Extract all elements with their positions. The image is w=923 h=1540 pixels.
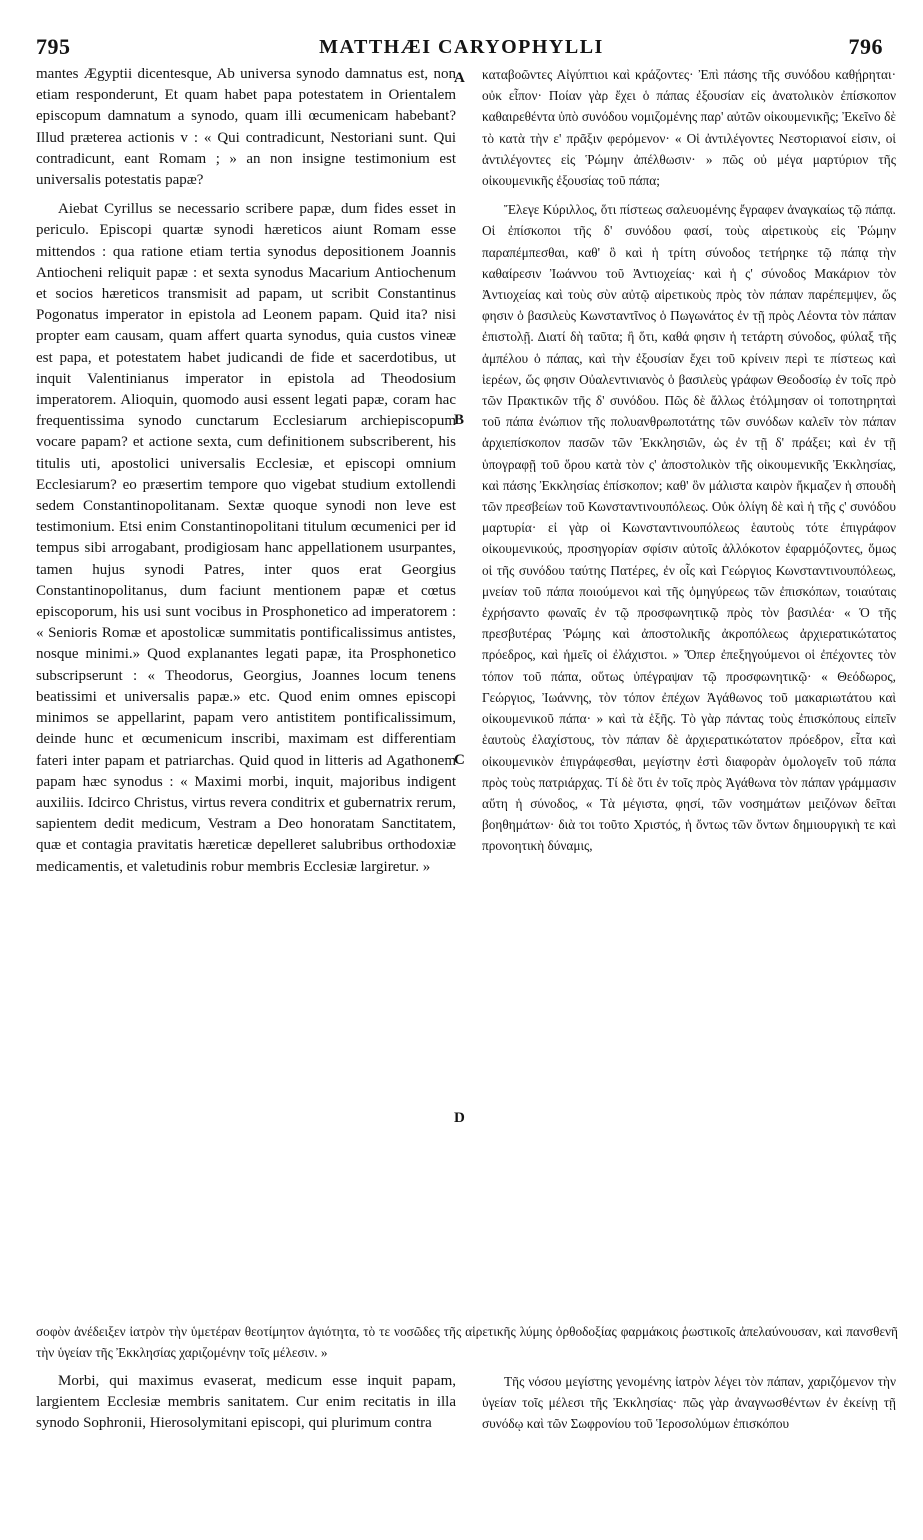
greek-paragraph-3: Τῆς νόσου μεγίστης γενομένης ἰατρὸν λέγει τὸν πάπαν, χαριζόμενον τὴν ὑγείαν τοῖς μέλεσι τῆς Ἐκκλησίας· πῶς γὰρ ἀναγνωσθέντων ἐν ἐκείνῃ τῇ συνόδῳ καὶ τῶν Σωφρονίου τοῦ Ἱεροσολύμων ἐπισκόπου <box>482 1374 896 1432</box>
latin-paragraph-2: Aiebat Cyrillus se necessario scribere papæ, dum fides esset in periculo. Episcopi quartæ synodi hæreticos aiunt Romam esse mittendos : qua ratione etiam tertia synodus depositionem Joannis Antiocheni reliquit papæ : et sexta synodus Macarium Antiochenum et socios hæreticos transmisit ad papam, ut scribit Constantinus Pogonatus imperator in epistola ad Leonem papam. Quid ita? nisi propter eam causam, quam affert quarta synodus, quia custos vineæ est papa, et potestatem habet judicandi de fide et sacerdotibus, ut inquit Valentinianus imperator in epistola ad Theodosium imperatorem. Alioquin, quomodo ausi essent legati papæ, coram hac frequentissima synodo cunctarum Ecclesiarum archiepiscopum vocare papam? et actione sexta, cum definitionem subscriberent, his titulis uti, apostolici universalis Ecclesiæ, et episcopi omnium Ecclesiarum? eo præsertim tempore quo vigebat studium extollendi sedem Constantinopolitanam. Sextæ quoque synodi non leve est testimonium. Etsi enim Constantinopolitani titulum œcumenici per id tempus sibi arrogabant, prodigiosam hanc appellationem usurpantes, tamen hujus synodi Patres, inter quos erat Georgius Constantinopolitanus, dum faciunt mentionem papæ et cœtus episcoporum, his usi sunt vocibus in Prosphonetico ad imperatorem : « Senioris Romæ et apostolicæ summitatis pontificalissimus antistes, nosque minimi.» Quod explanantes legati papæ, ita Prosphonetico subscripserunt : « Theodorus, Georgius, Joannes locum tenens beatissimi et universalis papæ.» etc. Quod enim omnes episcopi minimos se appellarint, papam vero antistitem pontificalissimum, deinde hunc et œcumenicum inscribi, maximam est differentiam fateri inter papam et patriarchas. Quid quod in litteris ad Agathonem papam hæc synodus : « Maximi morbi, inquit, majoribus indigent auxiliis. Idcirco Christus, virtus revera conditrix et gubernatrix rerum, sapientem dedit medicum, Vestram a Deo honoratam Sanctitatem, quæ et contagia pravitatis hæreticæ depelleret salubribus orthodoxiæ medicamentis, et valetudinis robur membris Ecclesiæ largiretur. » <box>36 201 456 875</box>
page-number-right: 796 <box>848 34 883 59</box>
greek-full-width-line: σοφὸν ἀνέδειξεν ἰατρὸν τὴν ὑμετέραν θεοτίμητον ἁγιότητα, τὸ τε νοσῶδες τῆς αἱρετικῆς λύμης ὀρθοδοξίας φαρμάκοις ῥωστικοῖς ἀπελαύνουσαν, καὶ πανσθενῆ τὴν ὑγείαν τῆς Ἐκκλησίας χαριζομένην τοῖς μέλεσιν. » <box>36 1324 898 1361</box>
latin-paragraph-1: mantes Ægyptii dicentesque, Ab universa synodo damnatus est, non etiam responderunt, Et quam habet papa potestatem in Orientalem episcopum damnatum a synodo, quam illi œcumenicam habebant? Illud præterea actionis v : « Qui contradicunt, Nestoriani sunt. Qui contradicunt, eant Romam ; » an non insigne testimonium est universalis potestatis papæ? <box>36 66 456 189</box>
greek-paragraph-1: καταβοῶντες Αἰγύπτιοι καὶ κράζοντες· Ἐπὶ πάσης τῆς συνόδου καθῄρηται· οὐκ εἶπον· Ποίαν γὰρ ἔχει ὁ πάπας ἐξουσίαν εἰς ἀνατολικὸν ἐπίσκοπον καθαιρεθέντα ὑπὸ συνόδου νομιζομένης παρ' αὐτῶν οἰκουμενικῆς; Ἐκεῖνο δὲ τὸ κατὰ τὴν ε' πρᾶξιν φερόμενον· « Οἱ ἀντιλέγοντες Νεστοριανοί εἰσιν, οἱ ἀντιλέγοντες εἰς Ῥώμην ἀπέλθωσιν· » πῶς οὐ μέγα μαρτύριον τῆς οἰκουμενικῆς ἐξουσίας τοῦ πάπα; <box>482 67 896 189</box>
page-number-left: 795 <box>36 34 71 59</box>
latin-paragraph-3: Morbi, qui maximus evaserat, medicum esse inquit papam, largientem Ecclesiæ membris sanitatem. Cur enim recitatis in illa synodo Sophronii, Hierosolymitani episcopi, qui plurimum contra <box>36 1373 456 1432</box>
latin-column <box>36 64 456 878</box>
margin-letter-a: A <box>454 70 465 86</box>
margin-letter-c: C <box>454 752 465 768</box>
greek-paragraph-2: Ἔλεγε Κύριλλος, ὅτι πίστεως σαλευομένης ἔγραφεν ἀναγκαίως τῷ πάπᾳ. Οἱ ἐπίσκοποι τῆς δ' συνόδου φασί, τοὺς αἱρετικοὺς εἰς Ῥώμην παραπέμπεσθαι, καθ' ὃ καὶ ἡ τρίτη σύνοδος τετήρηκε τῷ πάπᾳ τὴν καθαίρεσιν Ἰωάννου τοῦ Ἀντιοχείας· καὶ ἡ ς' σύνοδος Μακάριον τὸν Ἀντιοχείας καὶ τοὺς σὺν αὐτῷ αἱρετικοὺς πρὸς τὸν πάπαν παρέπεμψεν, ὥς φησιν ὁ βασιλεὺς Κωνσταντῖνος ὁ Πωγωνάτος ἐν τῇ πρὸς Λέοντα τὸν πάπαν ἐπιστολῇ. Διατί δὴ ταῦτα; ἢ ὅτι, καθά φησιν ἡ τετάρτη σύνοδος, φύλαξ τῆς ἀμπέλου ὁ πάπας, καὶ τὴν ἐξουσίαν ἔχει τοῦ κρίνειν περὶ τε πίστεως καὶ ἱερέων, ὥς φησιν Οὐαλεντινιανὸς ὁ βασιλεὺς γράφων Θεοδοσίῳ ἐν τοῖς πρὸ τῶν Πρακτικῶν τῆς δ' συνόδου. Πῶς δὲ ἄλλως ἐτόλμησαν οἱ τοποτηρηταὶ τοῦ πάπα ἐνώπιον τῆς πολυανθρωποτάτης τῶν συνόδων καλεῖν τὸν πάπαν ἀρχιεπίσκοπον πασῶν τῶν Ἐκκλησιῶν, ὡς ἐν τῇ δ' πράξει; καὶ ἐν τῇ ὑπογραφῇ τοῦ ὅρου κατὰ τὸν ς' ἀποστολικὸν τῆς οἰκουμενικῆς Ἐκκλησίας, καὶ πάσης Ἐκκλησίας ἐπίσκοπον; καθ' ὃν μάλιστα καιρὸν ἤκμαζεν ἡ σπουδὴ τῶν πρεσβείων τοῦ Κωνσταντινουπόλεως. Οὐκ ὀλίγη δὲ καὶ ἡ τῆς ς' συνόδου μαρτυρία· εἰ γὰρ οἱ Κωνσταντινουπόλεως ἑαυτοὺς τότε ἐπιγράφον οἰκουμενικούς, προσηγορίαν σφίσιν αὐτοῖς ἀλλόκοτον ἐφαρμόζοντες, ὅμως οἱ τῆς συνόδου ταύτης Πατέρες, ἐν οἷς καὶ Γεώργιος Κωνσταντινουπόλεως, μνείαν τοῦ πάπα ποιούμενοι καὶ τῆς ὁμηγύρεως τῶν ἐπισκόπων, τοιαύταις ἐχρήσαντο φωναῖς ἐν τῷ προσφωνητικῷ πρὸς τὸν βασιλέα· « Ὁ τῆς πρεσβυτέρας Ῥώμης καὶ ἀποστολικῆς ἀκροπόλεως ἀρχιερατικώτατος πρόεδρος, καὶ ἡμεῖς οἱ ἐλάχιστοι. » Ὅπερ ἐπεξηγούμενοι οἱ ἐπέχοντες τὸν τόπον τοῦ πάπα, οὕτως ὑπέγραψαν τῷ προσφωνητικῷ· « Θεόδωρος, Γεώργιος, Ἰωάννης, τὸν τόπον ἐπέχων Ἀγάθωνος τοῦ μακαριωτάτου καὶ οἰκουμενικοῦ πάπα· » καὶ τὰ ἑξῆς. Τὸ γὰρ πάντας τοὺς ἐπισκόπους εἰπεῖν ἑαυτοὺς ἐλαχίστους, τὸν πάπαν δὲ ἀρχιερατικώτατον πρόεδρον, εἶτα καὶ οἰκουμενικὸν ἐπιγράφεσθαι, μεγίστην ἐστὶ διαφορὰν ὁμολογεῖν τοῦ πάπα πρὸς τοὺς πατριάρχας. Τί δὲ ὅτι ἐν τοῖς πρὸς Ἀγάθωνα τὸν πάπαν γράμμασιν αὕτη ἡ σύνοδος, « Τὰ μέγιστα, φησί, τῶν νοσημάτων μειζόνων δεῖται βοηθημάτων· διὰ τοι τοῦτο Χριστός, ἡ ὄντως τῶν ὄντων δημιουργικὴ τε καὶ προνοητικὴ δύναμις, <box>482 202 896 854</box>
margin-letter-d: D <box>454 1110 465 1126</box>
margin-letter-b: B <box>454 412 465 428</box>
greek-column <box>482 64 896 857</box>
running-title: MATTHÆI CARYOPHYLLI <box>319 36 604 58</box>
